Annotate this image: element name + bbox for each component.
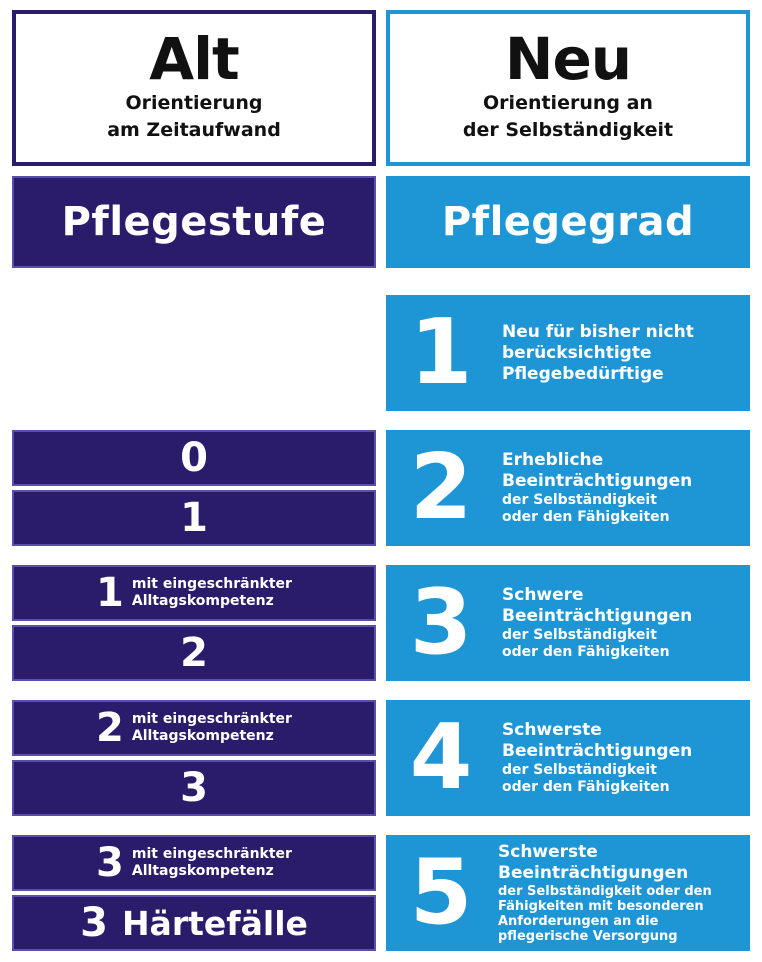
label-pflegestufe [12, 176, 376, 268]
header-neu-subtitle-line1: Orientierung an [483, 92, 653, 114]
pflegegrad-number: 1 [409, 300, 473, 405]
header-neu-subtitle-line2: der Selbständigkeit [462, 119, 674, 141]
pflegestufe-number: 0 [180, 435, 208, 481]
pflegestufe-2 [12, 625, 376, 681]
pflegestufe-1 [12, 490, 376, 546]
header-alt-subtitle-line1: Orientierung [125, 92, 263, 114]
pflegegrad-desc-line: Beeinträchtigungen [502, 741, 693, 761]
header-alt [12, 10, 376, 166]
pflegegrad-desc-line: der Selbständigkeit oder den [498, 884, 712, 899]
pflegegrad-desc-line: Pflegebedürftige [502, 363, 664, 384]
pflegestufe-0 [12, 430, 376, 486]
pflegegrad-description [502, 295, 744, 411]
pflegegrad-desc-line: oder den Fähigkeiten [502, 644, 670, 660]
pflegegrad-description [498, 835, 744, 951]
pflegegrad-number: 5 [409, 840, 473, 945]
pflegestufe-note [132, 711, 292, 745]
pflegestufe-2-eingeschraenkt [12, 700, 376, 756]
pflegestufe-note-line2: Alltagskompetenz [131, 593, 274, 609]
label-pflegestufe-text: Pflegestufe [61, 199, 327, 245]
pflegestufe-number: 1 [180, 495, 208, 541]
header-neu [386, 10, 750, 166]
pflegegrad-number: 2 [409, 435, 473, 540]
pflegestufe-number: 3 [180, 765, 208, 811]
pflegestufe-note-line1: mit eingeschränkter [131, 711, 292, 727]
pflegegrad-description [502, 700, 744, 816]
pflegegrad-desc-line: Schwerste [502, 720, 602, 740]
pflegestufe-number: 3 [96, 840, 124, 886]
pflegestufe-1-eingeschraenkt [12, 565, 376, 621]
pflegegrad-desc-line: der Selbständigkeit [502, 762, 657, 778]
pflegegrad-description [502, 565, 744, 681]
pflegestufe-note-line1: mit eingeschränkter [131, 846, 292, 862]
pflegestufe-note [132, 576, 292, 610]
pflegegrad-desc-line: Beeinträchtigungen [502, 606, 693, 626]
pflegegrad-5 [386, 835, 750, 951]
pflegestufe-3-eingeschraenkt [12, 835, 376, 891]
pflegestufe-note-line2: Alltagskompetenz [131, 863, 274, 879]
pflegegrad-desc-line: Schwere [502, 585, 584, 605]
pflegestufe-number: 1 [96, 570, 124, 616]
pflegegrad-2 [386, 430, 750, 546]
pflegegrad-desc-line: pflegerische Versorgung [498, 929, 678, 944]
pflegegrad-number: 3 [409, 570, 473, 675]
pflegegrad-3 [386, 565, 750, 681]
pflegegrad-desc-line: Beeinträchtigungen [498, 863, 689, 883]
pflegegrad-description [502, 430, 744, 546]
pflegegrad-desc-line: Fähigkeiten mit besonderen [498, 899, 704, 914]
pflegegrad-number: 4 [409, 705, 473, 810]
pflegegrad-desc-line: Anforderungen an die [498, 914, 659, 929]
pflegestufe-number: 2 [180, 630, 208, 676]
pflegegrad-desc-line: Schwerste [498, 842, 598, 862]
pflegegrad-desc-line: der Selbständigkeit [502, 492, 657, 508]
pflegegrad-1 [386, 295, 750, 411]
pflegestufe-3-haertefaelle [12, 895, 376, 951]
label-pflegegrad [386, 176, 750, 268]
pflegestufe-number: 3 [80, 900, 108, 946]
pflegegrad-4 [386, 700, 750, 816]
pflegestufe-3 [12, 760, 376, 816]
header-neu-subtitle [463, 90, 673, 144]
label-pflegegrad-text: Pflegegrad [441, 199, 695, 245]
pflegegrad-desc-line: Erhebliche [502, 450, 604, 470]
header-neu-title: Neu [504, 25, 632, 93]
pflegestufe-note-line1: mit eingeschränkter [131, 576, 292, 592]
header-alt-title: Alt [149, 25, 239, 93]
header-alt-subtitle-line2: am Zeitaufwand [107, 119, 281, 141]
pflegegrad-desc-line: Neu für bisher nicht [502, 321, 694, 342]
header-alt-subtitle [107, 90, 281, 144]
pflegegrad-desc-line: oder den Fähigkeiten [502, 779, 670, 795]
pflegestufe-haertefaelle-label: Härtefälle [121, 903, 308, 943]
pflegegrad-desc-line: berücksichtigte [502, 342, 652, 363]
pflegestufe-number: 2 [96, 705, 124, 751]
pflegestufe-note-line2: Alltagskompetenz [131, 728, 274, 744]
pflegegrad-desc-line: Beeinträchtigungen [502, 471, 693, 491]
pflegegrad-desc-line: der Selbständigkeit [502, 627, 657, 643]
pflegegrad-desc-line: oder den Fähigkeiten [502, 509, 670, 525]
pflegestufe-note [132, 846, 292, 880]
